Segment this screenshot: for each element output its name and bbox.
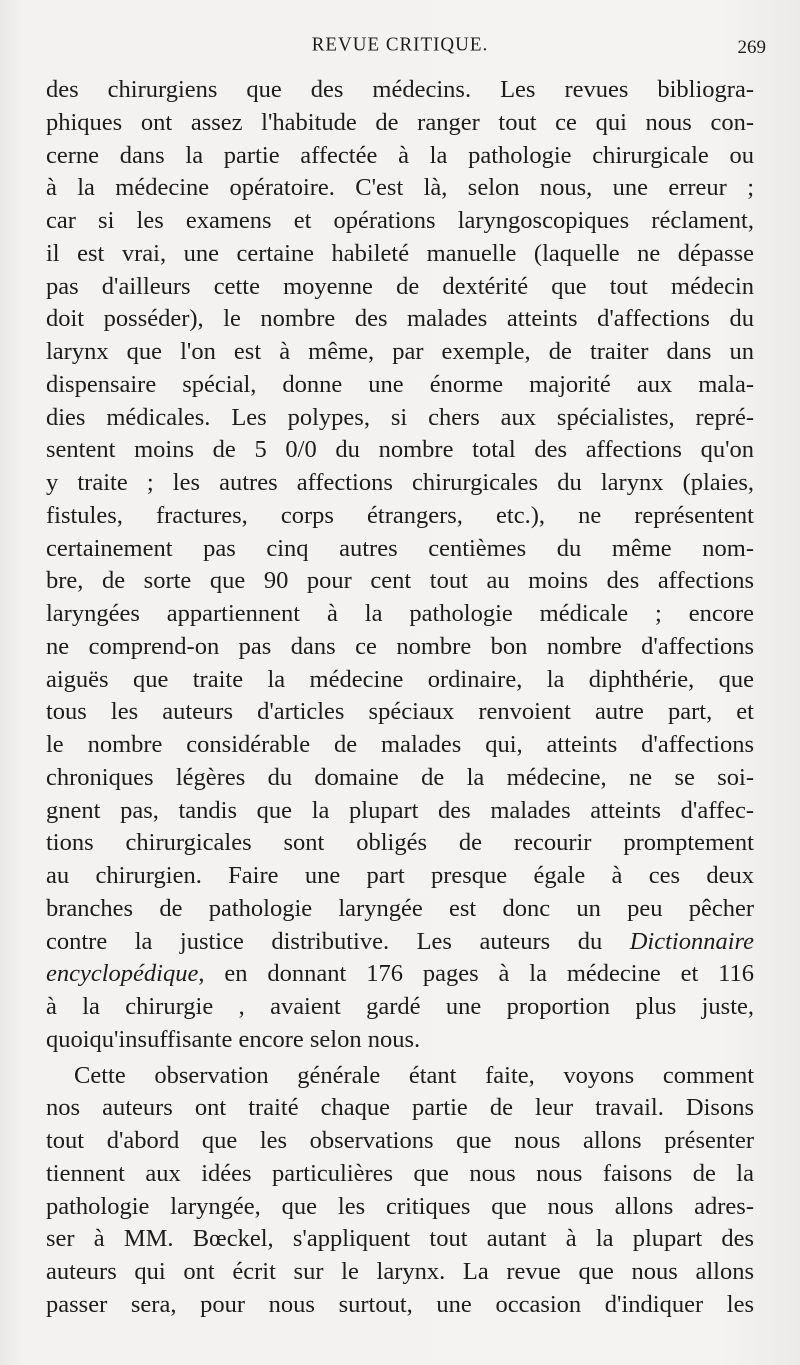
text-line: sentent moins de 5 0/0 du nombre total des affections qu'on — [46, 436, 754, 464]
text-line: pas d'ailleurs cette moyenne de dextérité que tout médecin — [46, 272, 754, 300]
text-line: à la chirurgie , avaient gardé une proportion plus juste, — [46, 993, 754, 1020]
italic-title: Dictionnaire — [629, 927, 754, 955]
text-line: ser à MM. Bœckel, s'appliquent tout autant à la plupart des — [46, 1225, 754, 1253]
paragraph-1 — [46, 74, 754, 1057]
text-line: tiennent aux idées particulières que nous nous faisons de la — [46, 1159, 754, 1187]
text-line: phiques ont assez l'habitude de ranger tout ce qui nous con- — [46, 108, 754, 136]
text-line: pathologie laryngée, que les critiques que nous allons adres- — [46, 1192, 754, 1220]
text-line: Cette observation générale étant faite, voyons comment — [74, 1061, 754, 1089]
text-line: laryngées appartiennent à la pathologie médicale ; encore — [46, 600, 754, 627]
text-line: au chirurgien. Faire une part presque égale à ces deux — [46, 862, 754, 889]
text-line: car si les examens et opérations laryngoscopiques réclament, — [46, 207, 754, 234]
text-line: branches de pathologie laryngée est donc un peu pêcher — [46, 894, 754, 922]
text-line: à la médecine opératoire. C'est là, selon nous, une erreur ; — [46, 174, 754, 202]
text-line: le nombre considérable de malades qui, atteints d'affections — [46, 731, 754, 758]
text-line: tout d'abord que les observations que nous allons présenter — [46, 1127, 754, 1154]
text-line — [46, 926, 754, 959]
text-line: nos auteurs ont traité chaque partie de leur travail. Disons — [46, 1094, 754, 1122]
text-line — [46, 958, 754, 991]
text-line: dies médicales. Les polypes, si chers aux spécialistes, repré- — [46, 403, 754, 431]
text-line: ne comprend-on pas dans ce nombre bon nombre d'affections — [46, 632, 754, 660]
text-segment: contre la justice distributive. Les auteurs du — [46, 927, 630, 955]
text-line: passer sera, pour nous surtout, une occasion d'indiquer les — [46, 1290, 754, 1318]
text-line: gnent pas, tandis que la plupart des malades atteints d'affec- — [46, 796, 754, 824]
italic-title: encyclopédique — [46, 960, 199, 988]
text-line: certainement pas cinq autres centièmes du même nom- — [46, 534, 754, 562]
text-line: des chirurgiens que des médecins. Les revues bibliogra- — [46, 76, 754, 103]
text-line: chroniques légères du domaine de la médecine, ne se soi- — [46, 763, 754, 791]
text-line: cerne dans la partie affectée à la pathologie chirurgicale ou — [46, 141, 754, 169]
text-line: y traite ; les autres affections chirurgicales du larynx (plaies, — [46, 469, 754, 496]
text-line: fistules, fractures, corps étrangers, etc.), ne représentent — [46, 501, 754, 529]
text-line: tous les auteurs d'articles spéciaux renvoient autre part, et — [46, 698, 754, 726]
text-line: doit posséder), le nombre des malades atteints d'affections du — [46, 305, 754, 333]
text-line: quoiqu'insuffisante encore selon nous. — [46, 1025, 421, 1053]
body-text — [46, 74, 754, 1322]
page-number: 269 — [737, 37, 766, 58]
paragraph-2 — [46, 1060, 754, 1322]
text-line: tions chirurgicales sont obligés de recourir promptement — [46, 829, 754, 857]
text-line: il est vrai, une certaine habileté manuelle (laquelle ne dépasse — [46, 239, 754, 267]
text-segment: , en donnant 176 pages à la médecine et 116 — [198, 960, 754, 988]
text-line: bre, de sorte que 90 pour cent tout au moins des affections — [46, 567, 754, 595]
text-line: larynx que l'on est à même, par exemple, de traiter dans un — [46, 338, 754, 365]
text-line: auteurs qui ont écrit sur le larynx. La revue que nous allons — [46, 1258, 754, 1285]
text-line: aiguës que traite la médecine ordinaire, la diphthérie, que — [46, 665, 754, 693]
running-head: REVUE CRITIQUE. — [311, 33, 489, 56]
text-line: dispensaire spécial, donne une énorme majorité aux mala- — [46, 370, 754, 398]
page-header — [0, 34, 800, 62]
